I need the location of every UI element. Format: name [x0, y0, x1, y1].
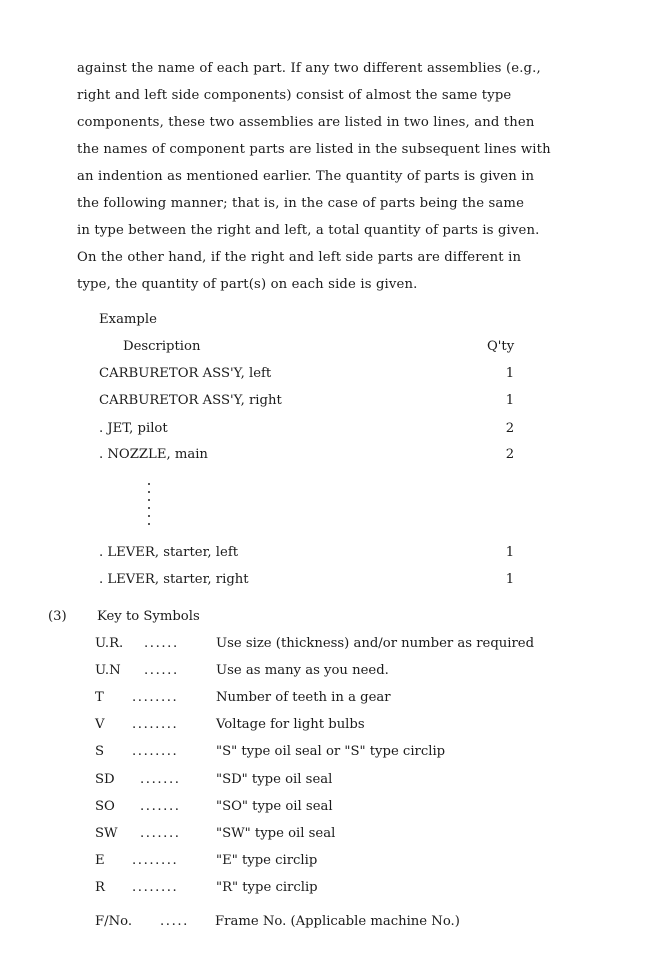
symbol-meaning: "R" type circlip — [216, 880, 318, 895]
leader-dots: ....... — [140, 799, 181, 814]
leader-dots: ....... — [140, 772, 181, 787]
symbol-meaning: "E" type circlip — [216, 853, 318, 868]
paragraph-line: in type between the right and left, a total quantity of parts is given. — [77, 223, 540, 238]
header-qty: Q'ty — [487, 339, 515, 354]
example-row-qty: 1 — [505, 393, 515, 408]
symbol: E — [95, 853, 105, 868]
example-row-qty: 1 — [505, 572, 515, 587]
leader-dots: ..... — [160, 914, 189, 929]
example-row-qty: 2 — [505, 447, 515, 462]
leader-dots: ........ — [132, 744, 179, 759]
example-row-qty: 1 — [505, 366, 515, 381]
leader-dots: ........ — [132, 880, 179, 895]
paragraph-line: On the other hand, if the right and left side parts are different in — [77, 250, 522, 265]
symbol-meaning: "SW" type oil seal — [216, 826, 336, 841]
symbol-meaning: Use size (thickness) and/or number as required — [216, 636, 535, 651]
paragraph-line: the names of component parts are listed in the subsequent lines with — [77, 142, 551, 157]
symbol-meaning: Number of teeth in a gear — [216, 690, 391, 705]
example-title: Example — [99, 312, 157, 327]
paragraph-line: the following manner; that is, in the case of parts being the same — [77, 196, 525, 211]
paragraph-line: an indention as mentioned earlier. The quantity of parts is given in — [77, 169, 535, 184]
example-row-description: . LEVER, starter, left — [99, 545, 239, 560]
example-row-description: . JET, pilot — [99, 421, 168, 436]
symbol: T — [95, 690, 104, 705]
leader-dots: ...... — [144, 663, 179, 678]
symbol-meaning: "SD" type oil seal — [216, 772, 333, 787]
symbol: U.N — [95, 663, 121, 678]
example-row-description: . LEVER, starter, right — [99, 572, 249, 587]
leader-dots: ........ — [132, 690, 179, 705]
symbol: F/No. — [95, 914, 133, 929]
section-title: Key to Symbols — [97, 609, 200, 624]
symbol-meaning: Frame No. (Applicable machine No.) — [215, 914, 460, 929]
example-row-description: CARBURETOR ASS'Y, left — [99, 366, 272, 381]
symbol: R — [95, 880, 105, 895]
example-row-qty: 2 — [505, 421, 515, 436]
leader-dots: ....... — [140, 826, 181, 841]
leader-dots: ........ — [132, 717, 179, 732]
body-paragraph — [77, 55, 637, 298]
symbol: V — [95, 717, 105, 732]
example-row-description: . NOZZLE, main — [99, 447, 208, 462]
section-number: (3) — [48, 609, 67, 624]
symbol-meaning: Use as many as you need. — [216, 663, 389, 678]
example-row-description: CARBURETOR ASS'Y, right — [99, 393, 282, 408]
symbol: SW — [95, 826, 118, 841]
symbol: SO — [95, 799, 115, 814]
symbol-meaning: "S" type oil seal or "S" type circlip — [216, 744, 446, 759]
vertical-ellipsis — [146, 483, 152, 531]
example-row-qty: 1 — [505, 545, 515, 560]
paragraph-line: type, the quantity of part(s) on each side is given. — [77, 277, 418, 292]
leader-dots: ...... — [144, 636, 179, 651]
symbol-meaning: Voltage for light bulbs — [216, 717, 365, 732]
leader-dots: ........ — [132, 853, 179, 868]
paragraph-line: against the name of each part. If any two different assemblies (e.g., — [77, 61, 541, 76]
symbol: U.R. — [95, 636, 124, 651]
paragraph-line: components, these two assemblies are listed in two lines, and then — [77, 115, 535, 130]
paragraph-line: right and left side components) consist of almost the same type — [77, 88, 512, 103]
symbol: S — [95, 744, 105, 759]
header-description: Description — [123, 339, 201, 354]
symbol: SD — [95, 772, 115, 787]
symbol-meaning: "SO" type oil seal — [216, 799, 333, 814]
